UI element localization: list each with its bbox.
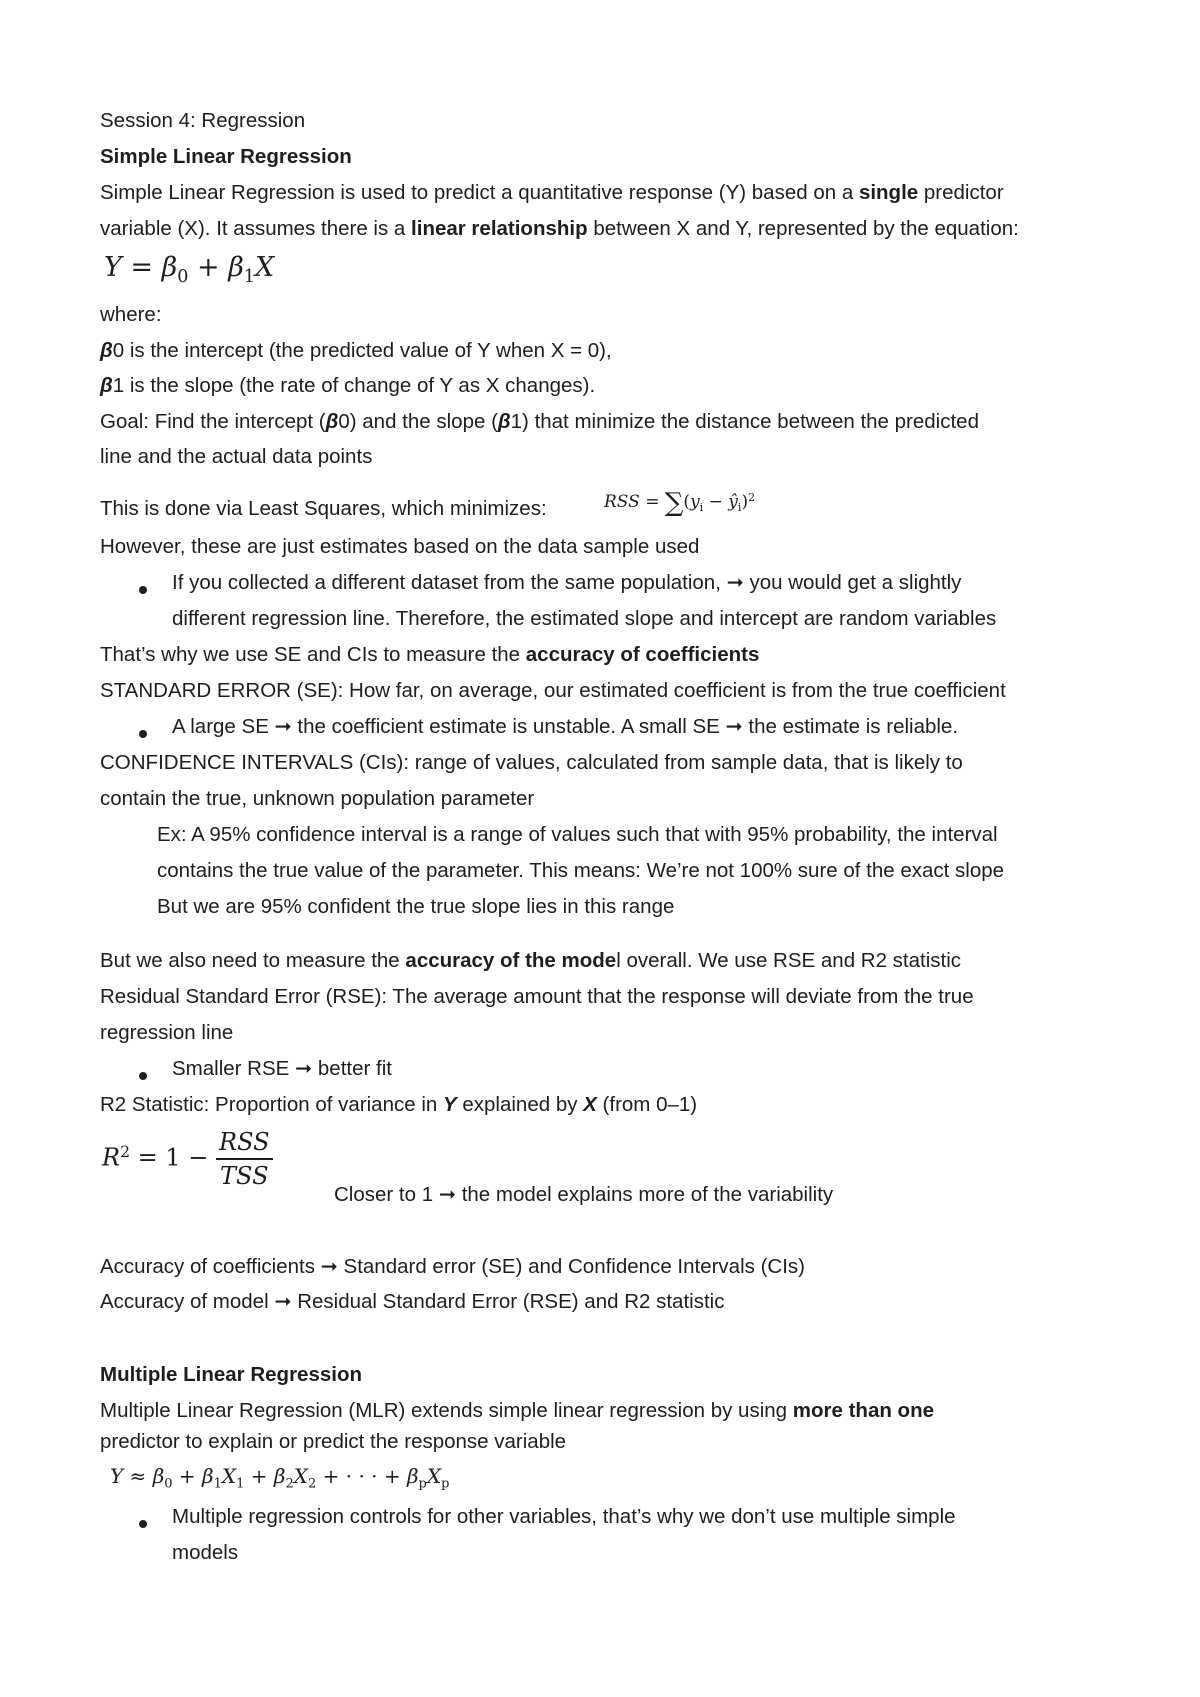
bullet-dot (139, 730, 147, 738)
beta0-definition: β0 is the intercept (the predicted value of Y when X = 0), (100, 339, 612, 362)
why-se-ci: That’s why we use SE and CIs to measure the accuracy of coefficients (100, 643, 760, 666)
bullet-different-dataset-1: If you collected a different dataset from the same population, ➞ you would get a slightly (172, 571, 962, 594)
page-title: Session 4: Regression (100, 109, 306, 132)
slr-intro-line-2: variable (X). It assumes there is a linear relationship between X and Y, represented by the equation: (100, 217, 1019, 240)
estimates-text: However, these are just estimates based on the data sample used (100, 535, 700, 558)
ci-example-3: But we are 95% confident the true slope lies in this range (157, 895, 675, 918)
accuracy-model-summary: Accuracy of model ➞ Residual Standard Error (RSE) and R2 statistic (100, 1290, 725, 1313)
accuracy-coefficients-summary: Accuracy of coefficients ➞ Standard error (SE) and Confidence Intervals (CIs) (100, 1255, 805, 1278)
goal-line-2: line and the actual data points (100, 445, 373, 468)
least-squares-text: This is done via Least Squares, which minimizes: (100, 497, 547, 520)
mlr-intro-line-2: predictor to explain or predict the response variable (100, 1430, 567, 1453)
ci-definition-2: contain the true, unknown population parameter (100, 787, 535, 810)
mlr-intro-line-1: Multiple Linear Regression (MLR) extends simple linear regression by using more than one (100, 1399, 935, 1422)
r2-formula: $R^2 = 1$ − $\frac{\text{RSS}}{\text{TSS}}$ (102, 1128, 273, 1190)
r2-definition: R2 Statistic: Proportion of variance in Y explained by X (from 0–1) (100, 1093, 698, 1116)
closer-to-one-note: Closer to 1 ➞ the model explains more of the variability (334, 1183, 834, 1206)
bullet-dot (139, 586, 147, 594)
ci-example-2: contains the true value of the parameter. This means: We’re not 100% sure of the exact slope (157, 859, 1005, 882)
rse-definition-2: regression line (100, 1021, 234, 1044)
ci-definition-1: CONFIDENCE INTERVALS (CIs): range of values, calculated from sample data, that is likely to (100, 751, 963, 774)
bullet-mlr-controls-1: Multiple regression controls for other variables, that’s why we don’t use multiple simple (172, 1505, 956, 1528)
slr-heading: Simple Linear Regression (100, 145, 352, 168)
bullet-dot (139, 1072, 147, 1080)
goal-line-1: Goal: Find the intercept (β0) and the slope (β1) that minimize the distance between the predicted (100, 410, 979, 433)
bullet-mlr-controls-2: models (172, 1541, 239, 1564)
slr-equation: $Y = \beta_0 + \beta_1X$ (104, 252, 275, 288)
bullet-se: A large SE ➞ the coefficient estimate is unstable. A small SE ➞ the estimate is reliable. (172, 715, 959, 738)
bullet-rse: Smaller RSE ➞ better fit (172, 1057, 392, 1080)
standard-error-definition: STANDARD ERROR (SE): How far, on average, our estimated coefficient is from the true coefficient (100, 679, 1006, 702)
beta1-definition: β1 is the slope (the rate of change of Y as X changes). (100, 374, 596, 397)
mlr-equation: $Y \approx \beta_0 + \beta_1X_1 + \beta_2X_2$ + · · · + $\beta_pX_p$ (110, 1464, 450, 1492)
bullet-different-dataset-2: different regression line. Therefore, the estimated slope and intercept are random variables (172, 607, 997, 630)
bullet-dot (139, 1520, 147, 1528)
where-label: where: (100, 303, 162, 326)
slr-intro-line-1: Simple Linear Regression is used to predict a quantitative response (Y) based on a single predictor (100, 181, 1004, 204)
model-accuracy-intro: But we also need to measure the accuracy of the model overall. We use RSE and R2 statistic (100, 949, 962, 972)
rss-formula: RSS = $\sum(y_i$ − $ŷ_i)^2$ (604, 488, 756, 518)
mlr-heading: Multiple Linear Regression (100, 1363, 362, 1386)
rse-definition-1: Residual Standard Error (RSE): The average amount that the response will deviate from the true (100, 985, 974, 1008)
ci-example-1: Ex: A 95% confidence interval is a range of values such that with 95% probability, the interval (157, 823, 998, 846)
